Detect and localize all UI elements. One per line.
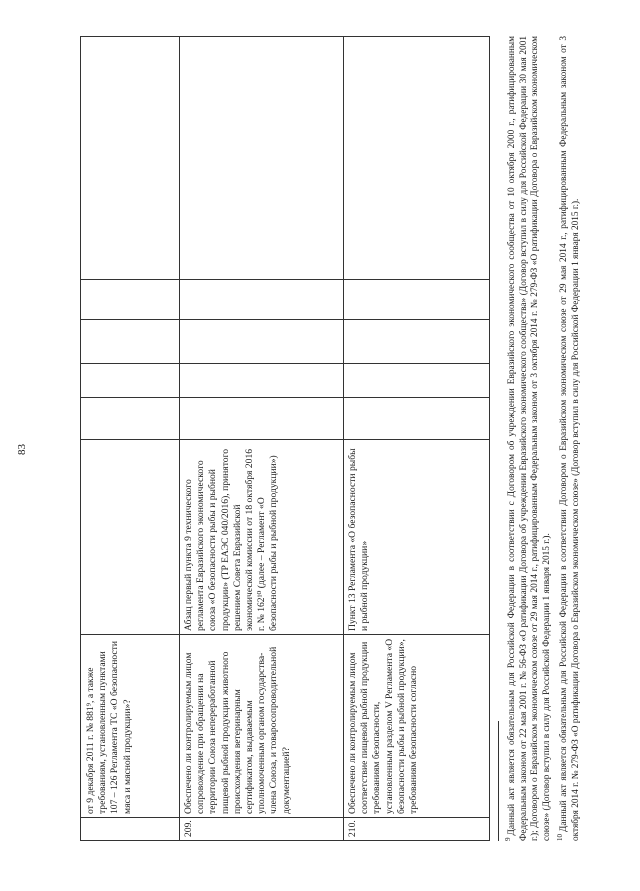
page-number: 83 (16, 444, 28, 455)
col-divider (81, 319, 489, 320)
row-number: 210. (347, 820, 358, 837)
col-divider (81, 817, 489, 818)
checklist-table (80, 36, 490, 841)
footnote-mark: 9 (504, 837, 512, 841)
question-cell: от 9 декабря 2011 г. № 881⁹, а также требованиям, установленным пунктами 107 – 126 Регламента ТС «О безопасности мяса и мясной продукции»? (85, 640, 133, 814)
footnote-10 (555, 36, 582, 841)
footnotes (498, 36, 585, 841)
footnote-rule (498, 721, 499, 841)
col-divider (81, 439, 489, 440)
footnote-mark: 10 (556, 834, 565, 841)
footnote-text: Данный акт является обязательным для Российской Федерации в соответствии с Договором об учреждении Евразийского экономического сообщества от 10 октября 2000 г., ратифицированным Федеральным законом от 22 мая 2001 г. № 56-ФЗ «О ратификации Договора об учреждении Евразийского экономического сообщества» (Договор вступил в силу для Российской Федерации 30 мая 2001 г.); Договором о Евразийском экономическом союзе от 29 мая 2014 г., ратифицированным Федеральным законом от 3 октября 2014 г. № 279-ФЗ «О ратификации Договора о Евразийском экономическом союзе» (Договор вступил в силу для Российской Федерации 1 января 2015 г.). (507, 36, 552, 841)
reference-cell: Абзац первый пункта 9 технического регламента Евразийского экономического союза «О безопасности рыбы и рыбной продукции» (ТР ЕАЭС 040/2016), принятого решением Совета Евразийской экономической комиссии от 18 октября 2016 г. № 162¹⁰ (далее – Регламент «О безопасности рыбы и рыбной продукции») (183, 448, 280, 631)
question-cell: Обеспечено ли контролируемым лицом сопровождение при обращении на территории Союза непереработанной пищевой рыбной продукции животного происхождения ветеринарным сертификатом, выдаваемым уполномоченным органом государства-члена Союза, и товаросопроводительной документацией? (183, 646, 292, 814)
row-number: 209. (183, 820, 194, 837)
reference-cell: Пункт 13 Регламента «О безопасности рыбы и рыбной продукции» (347, 448, 371, 631)
col-divider (81, 397, 489, 398)
row-divider (179, 37, 180, 840)
question-cell: Обеспечено ли контролируемым лицом соответствие пищевой рыбной продукции требованиям безопасности, установленным разделом V Регламента «О безопасности рыбы и рыбной продукции», требованиям безопасности согласно (347, 638, 420, 814)
row-divider (343, 37, 344, 840)
footnote-9 (503, 36, 553, 841)
col-divider (81, 634, 489, 635)
col-divider (81, 363, 489, 364)
footnote-text: Данный акт является обязательным для Российской Федерации в соответствии Договором о Евразийском экономическом союзе от 29 мая 2014 г., ратифицированным Федеральным законом от 3 октября 2014 г. № 279-ФЗ «О ратификации Договора о Евразийском экономическом союзе» (Договор вступил в силу для Российской Федерации 1 января 2015 г.). (559, 36, 582, 841)
col-divider (81, 279, 489, 280)
